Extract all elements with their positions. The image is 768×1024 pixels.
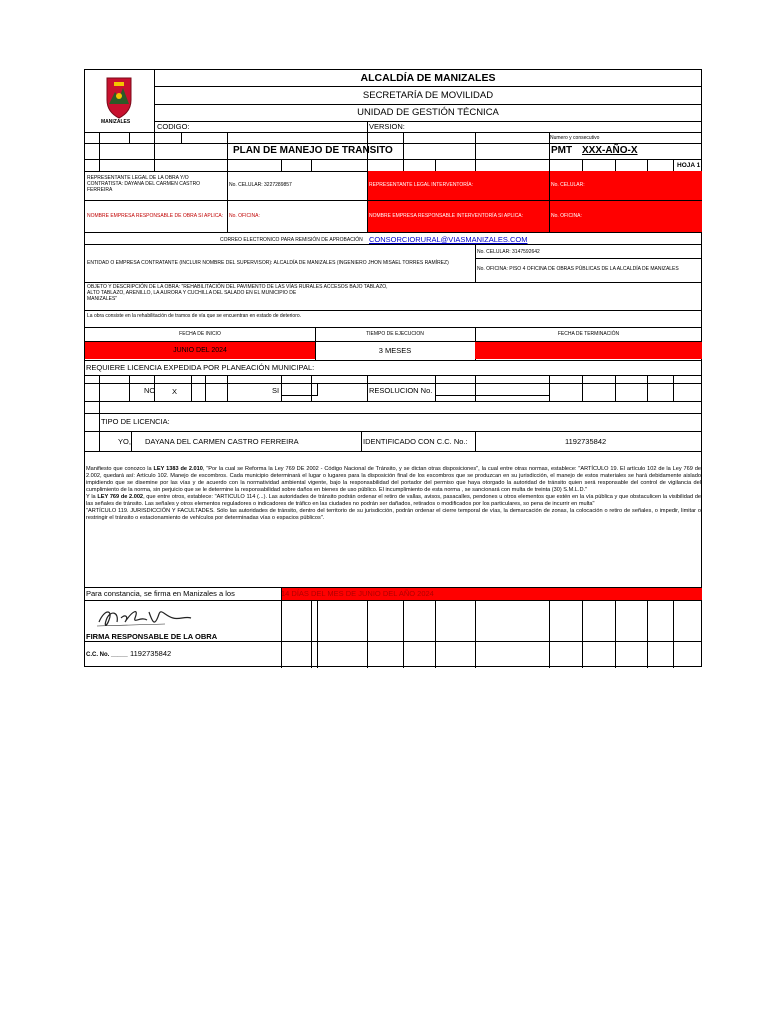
constancia-text: Para constancia, se firma en Manizales a los <box>86 589 235 598</box>
oficina-interventoria: No. OFICINA: <box>551 213 582 219</box>
rep-legal: REPRESENTANTE LEGAL DE LA OBRA Y/O CONTRATISTA: DAYANA DEL CARMEN CASTRO FERREIRA <box>87 175 201 193</box>
version-label: VERSION: <box>369 122 405 131</box>
no-checkbox-mark[interactable]: X <box>172 387 178 396</box>
pmt-form <box>84 69 702 667</box>
firma-label: FIRMA RESPONSABLE DE LA OBRA <box>86 632 218 641</box>
signature-icon <box>95 604 195 632</box>
correo-link[interactable]: CONSORCIORURAL@VIASMANIZALES.COM <box>369 235 528 244</box>
rep-interventoria: REPRESENTANTE LEGAL INTERVENTORÍA: <box>369 182 474 188</box>
codigo-label: CODIGO: <box>157 122 190 131</box>
objeto-line3: MANIZALES" <box>87 296 118 302</box>
objeto-line2: ALTO TABLAZO, ARENILLO, LA AURORA Y CUCHILLA DEL SALADO EN EL MUNICIPIO DE <box>87 290 297 296</box>
tipo-licencia-label: TIPO DE LICENCIA: <box>101 417 170 426</box>
requiere-licencia: REQUIERE LICENCIA EXPEDIDA POR PLANEACIÓN MUNICIPAL: <box>86 363 315 372</box>
plan-title: PLAN DE MANEJO DE TRANSITO <box>233 145 393 156</box>
si-label: SI <box>272 386 280 395</box>
cc-value: 1192735842 <box>130 649 172 658</box>
cc-label: C.C. No. _____ <box>86 652 128 658</box>
yo-label: YO, <box>118 437 131 446</box>
page-title: ALCALDÍA DE MANIZALES <box>360 72 496 84</box>
coat-of-arms-icon <box>99 74 139 124</box>
fecha-firma: 14 DÍAS DEL MES DE JUNIO DEL AÑO 2024 <box>281 589 434 598</box>
identificado-label: IDENTIFICADO CON C.C. No.: <box>363 437 468 446</box>
celular: No. CELULAR: 3227289857 <box>229 182 292 188</box>
fecha-fin-label: FECHA DE TERMINACIÓN <box>557 331 620 337</box>
correo-label: CORREO ELECTRONICO PARA REMISIÓN DE APROBACIÓN <box>220 237 363 243</box>
declarante-nombre: DAYANA DEL CARMEN CASTRO FERREIRA <box>145 437 299 446</box>
empresa-interventoria: NOMBRE EMPRESA RESPONSABLE INTERVENTORÍA SI APLICA: <box>369 213 524 219</box>
secretaria-title: SECRETARÍA DE MOVILIDAD <box>362 90 494 101</box>
pmt-label: PMT <box>551 145 573 156</box>
oficina-supervisor: No. OFICINA: PISO 4 OFICINA DE OBRAS PÚBLICAS DE LA ALCALDÍA DE MANIZALES <box>477 266 679 272</box>
hoja-label: HOJA 1 <box>677 162 701 169</box>
entidad-contratante: ENTIDAD O EMPRESA CONTRATANTE (INCLUIR NOMBRE DEL SUPERVISOR): ALCALDÍA DE MANIZALES (INGENIERO JHON MISAEL TORRES RAMÍREZ) <box>87 260 449 266</box>
fecha-inicio-label: FECHA DE INICIO <box>179 331 221 337</box>
fecha-inicio: JUNIO DEL 2024 <box>173 347 227 354</box>
celular-interventoria: No. CELULAR: <box>551 182 585 188</box>
unidad-title: UNIDAD DE GESTIÓN TÉCNICA <box>357 107 499 118</box>
pmt-code: XXX-AÑO-X <box>582 145 638 156</box>
declaracion-texto: Manifiesto que conozco la LEY 1383 de 2.010, "Por la cual se Reforma la Ley 769 DE 2002 - Código Nacional de Tránsito, y se dictan otras disposiciones", la cual entre otras normas, establece: "ARTÍCULO 19. El artículo 102 de la Ley 769 de 2.002, quedará así: Artículo 102. Manejo de escombros. Cada municipio determinará el lugar o lugares para la disposición final de los escombros que se produzcan en su jurisdicción, el manejo de estos materiales se hará debidamente aislado impidiendo que se disemine por las vías y de acuerdo con la normatividad ambiental vigente, bajo la responsabilidad del portador del permiso que haya otorgado la autoridad de tránsito quien será responsable del control de vigilancia del cumplimiento de la norma, sin perjuicio que se le determine la responsabilidad sobre daños en bienes de uso público. El incumplimiento de esta norma , se sancionará con multa de treinta (30) S.M.L.D." Y la LEY 769 de 2.002, que entre otros, establece: "ARTICULO 114 (...). Las autoridades de tránsito podrán ordenar el retiro de vallas, avisos, pasacalles, pendones u otros elementos que estén en la vía pública y que obstaculicen la visibilidad de las señales de tránsito. Las señales y otros elementos reguladores o indicadores de tráfico en las ciudades no podrán ser dañados, retirados o modificados por los particulares, so pena de incurrir en multa" "ARTÍCULO 119. JURISDICCIÓN Y FACULTADES. Sólo las autoridades de tránsito, dentro del territorio de su jurisdicción, podrán ordenar el cierre temporal de vías, la demarcación de zonas, la colocación o retiro de señales, o impedir, limitar o restringir el tránsito o estacionamiento de vehículos por determinadas vías o espacios públicos". <box>86 466 701 521</box>
declarante-cedula: 1192735842 <box>565 437 607 446</box>
celular-supervisor: No. CELULAR: 3147592642 <box>477 249 540 255</box>
oficina: No. OFICINA: <box>229 213 260 219</box>
empresa-responsable: NOMBRE EMPRESA RESPONSABLE DE OBRA SI APLICA: <box>87 213 224 219</box>
logo-text: MANIZALES <box>101 119 131 125</box>
signature <box>95 604 195 632</box>
objeto-line1: OBJETO Y DESCRIPCIÓN DE LA OBRA: "REHABILITACIÓN DEL PAVIMENTO DE LAS VÍAS RURALES ACCESOS BAJO TABLAZO, <box>87 284 388 290</box>
numero-label: Numero y consecutivo <box>550 135 600 141</box>
obra-consiste: La obra consiste en la rehabilitación de tramos de vía que se encuentran en estado de deterioro. <box>87 313 302 319</box>
manizales-logo <box>99 74 139 124</box>
tiempo-ejecucion: 3 MESES <box>378 346 412 355</box>
tiempo-label: TIEMPO DE EJECUCION <box>366 331 424 337</box>
resolucion-label: RESOLUCION No. <box>369 386 433 395</box>
no-label: NO <box>144 386 156 395</box>
